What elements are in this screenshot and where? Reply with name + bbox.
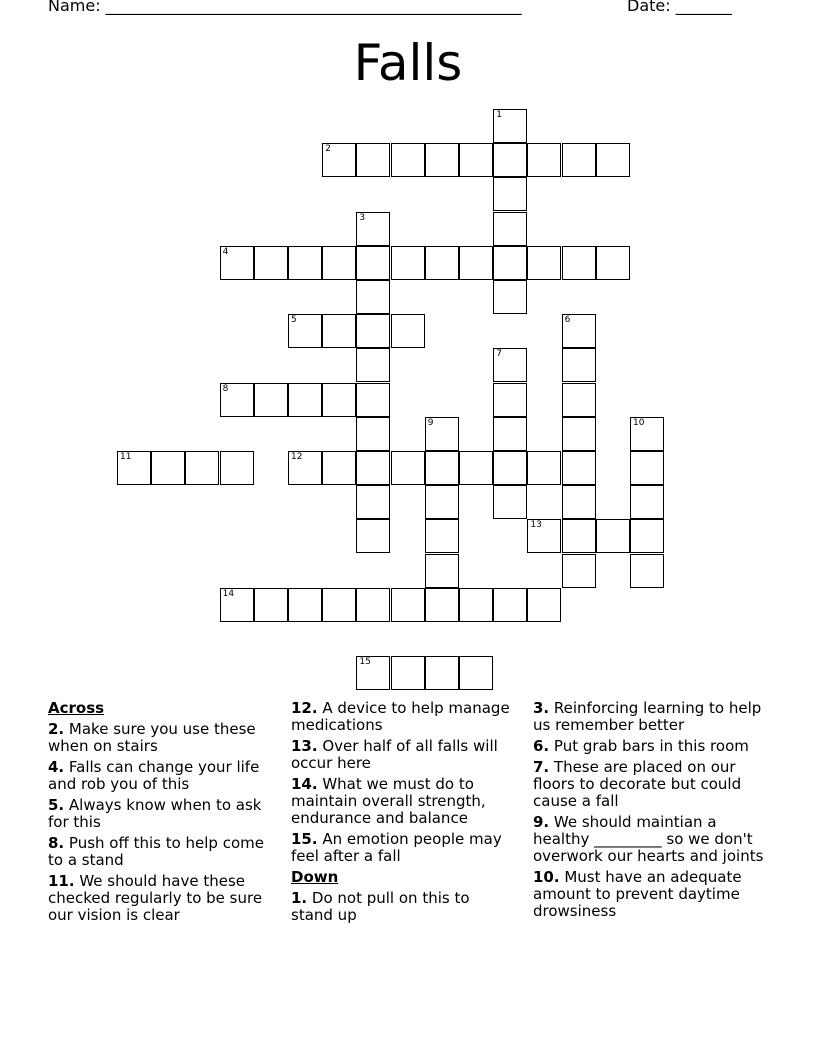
crossword-cell[interactable]: [356, 348, 390, 382]
clue-text: What we must do to maintain overall strength, endurance and balance: [291, 775, 486, 827]
crossword-cell[interactable]: [322, 451, 356, 485]
crossword-cell[interactable]: [596, 519, 630, 553]
across-clue: [291, 831, 516, 865]
crossword-cell[interactable]: [527, 246, 561, 280]
crossword-cell[interactable]: [425, 417, 459, 451]
crossword-cell[interactable]: [220, 246, 254, 280]
across-clue: [48, 835, 273, 869]
crossword-cell[interactable]: [425, 554, 459, 588]
crossword-cell[interactable]: [288, 383, 322, 417]
crossword-cell[interactable]: [493, 383, 527, 417]
down-clue: [533, 738, 768, 755]
crossword-cell[interactable]: [493, 451, 527, 485]
across-clue: [48, 797, 273, 831]
crossword-cell[interactable]: [562, 417, 596, 451]
crossword-cell[interactable]: [630, 519, 664, 553]
crossword-cell[interactable]: [425, 519, 459, 553]
clues-column-1: [48, 700, 273, 928]
crossword-cell[interactable]: [459, 246, 493, 280]
down-clue: [533, 869, 768, 920]
crossword-cell[interactable]: [391, 246, 425, 280]
crossword-cell[interactable]: [425, 246, 459, 280]
clue-number: 13.: [291, 737, 318, 755]
crossword-cell[interactable]: [254, 246, 288, 280]
down-clue: [533, 814, 768, 865]
crossword-cell[interactable]: [562, 143, 596, 177]
clue-number: 3.: [533, 699, 550, 717]
across-clue: [291, 776, 516, 827]
clue-text: These are placed on our floors to decorate but could cause a fall: [533, 758, 742, 810]
cell-number: 6: [564, 315, 571, 326]
cell-number: 9: [427, 417, 434, 428]
crossword-cell[interactable]: [288, 451, 322, 485]
crossword-cell[interactable]: [254, 588, 288, 622]
clue-number: 12.: [291, 699, 318, 717]
across-clue: [48, 759, 273, 793]
down-clue: [533, 759, 768, 810]
clue-text: Must have an adequate amount to prevent daytime drowsiness: [533, 868, 742, 920]
clue-number: 11.: [48, 872, 75, 890]
crossword-cell[interactable]: [562, 451, 596, 485]
crossword-cell[interactable]: [322, 588, 356, 622]
clue-text: Over half of all falls will occur here: [291, 737, 498, 772]
crossword-cell[interactable]: [391, 656, 425, 690]
crossword-cell[interactable]: [322, 314, 356, 348]
crossword-cell[interactable]: [356, 246, 390, 280]
crossword-cell[interactable]: [459, 656, 493, 690]
crossword-cell[interactable]: [151, 451, 185, 485]
crossword-cell[interactable]: [220, 588, 254, 622]
crossword-cell[interactable]: [356, 383, 390, 417]
cell-number: 12: [291, 452, 303, 462]
clue-number: 15.: [291, 830, 318, 848]
crossword-cell[interactable]: [630, 485, 664, 519]
crossword-cell[interactable]: [493, 417, 527, 451]
crossword-cell[interactable]: [288, 314, 322, 348]
crossword-cell[interactable]: [562, 554, 596, 588]
name-field-label: Name: ____________________________________________________: [48, 0, 522, 15]
crossword-cell[interactable]: [562, 519, 596, 553]
across-heading: Across: [48, 699, 105, 717]
crossword-cell[interactable]: [356, 451, 390, 485]
clue-number: 5.: [48, 796, 65, 814]
crossword-cell[interactable]: [459, 588, 493, 622]
crossword-cell[interactable]: [391, 451, 425, 485]
crossword-cell[interactable]: [356, 280, 390, 314]
clue-text: Make sure you use these when on stairs: [48, 720, 256, 755]
down-clue: [533, 700, 768, 734]
crossword-cell[interactable]: [527, 143, 561, 177]
crossword-cell[interactable]: [220, 383, 254, 417]
cell-number: 3: [359, 212, 366, 223]
clue-number: 4.: [48, 758, 65, 776]
down-heading: Down: [291, 868, 339, 886]
crossword-cell[interactable]: [425, 451, 459, 485]
clue-text: We should have these checked regularly to be sure our vision is clear: [48, 872, 263, 924]
crossword-cell[interactable]: [356, 485, 390, 519]
crossword-cell[interactable]: [630, 554, 664, 588]
down-clue: [291, 890, 516, 924]
clue-number: 10.: [533, 868, 560, 886]
crossword-cell[interactable]: [562, 485, 596, 519]
crossword-cell[interactable]: [493, 177, 527, 211]
crossword-cell[interactable]: [356, 212, 390, 246]
clue-text: Do not pull on this to stand up: [291, 889, 470, 924]
cell-number: 2: [325, 144, 331, 155]
crossword-cell[interactable]: [493, 246, 527, 280]
clue-text: Falls can change your life and rob you of this: [48, 758, 260, 793]
crossword-cell[interactable]: [493, 485, 527, 519]
crossword-cell[interactable]: [527, 519, 561, 553]
crossword-cell[interactable]: [425, 485, 459, 519]
crossword-cell[interactable]: [596, 143, 630, 177]
clue-number: 1.: [291, 889, 308, 907]
clue-text: We should maintian a healthy _________ so we don't overwork our hearts and joints: [533, 813, 764, 865]
crossword-cell[interactable]: [322, 246, 356, 280]
crossword-cell[interactable]: [630, 451, 664, 485]
crossword-cell[interactable]: [493, 588, 527, 622]
crossword-cell[interactable]: [356, 588, 390, 622]
crossword-cell[interactable]: [288, 246, 322, 280]
clue-number: 7.: [533, 758, 550, 776]
crossword-cell[interactable]: [391, 143, 425, 177]
crossword-cell[interactable]: [562, 314, 596, 348]
crossword-cell[interactable]: [630, 417, 664, 451]
crossword-cell[interactable]: [562, 246, 596, 280]
clues-column-3: [533, 700, 768, 924]
clue-text: Always know when to ask for this: [48, 796, 262, 831]
crossword-cell[interactable]: [562, 383, 596, 417]
cell-number: 13: [530, 520, 542, 531]
across-clue: [291, 700, 516, 734]
crossword-cell[interactable]: [425, 656, 459, 690]
clue-number: 6.: [533, 737, 550, 755]
cell-number: 5: [291, 315, 297, 326]
crossword-cell[interactable]: [356, 143, 390, 177]
crossword-cell[interactable]: [117, 451, 151, 485]
crossword-cell[interactable]: [527, 588, 561, 622]
crossword-cell[interactable]: [493, 348, 527, 382]
crossword-cell[interactable]: [356, 314, 390, 348]
crossword-cell[interactable]: [493, 143, 527, 177]
clue-text: Reinforcing learning to help us remember better: [533, 699, 762, 734]
clue-number: 9.: [533, 813, 550, 831]
clue-number: 14.: [291, 775, 318, 793]
clue-text: Put grab bars in this room: [549, 737, 749, 755]
crossword-cell[interactable]: [288, 588, 322, 622]
cell-number: 15: [359, 657, 371, 668]
clue-text: A device to help manage medications: [291, 699, 510, 734]
clue-text: An emotion people may feel after a fall: [291, 830, 502, 865]
clues-column-2: [291, 700, 516, 928]
cell-number: 10: [633, 417, 645, 428]
crossword-cell[interactable]: [391, 314, 425, 348]
page-title: Falls: [353, 34, 463, 92]
date-field-label: Date: _______: [627, 0, 732, 15]
crossword-cell[interactable]: [459, 451, 493, 485]
crossword-cell[interactable]: [322, 143, 356, 177]
across-clue: [48, 721, 273, 755]
crossword-cell[interactable]: [562, 348, 596, 382]
crossword-cell[interactable]: [220, 451, 254, 485]
clue-number: 8.: [48, 834, 65, 852]
crossword-cell[interactable]: [356, 656, 390, 690]
cell-number: 14: [222, 588, 235, 599]
across-clue: [291, 738, 516, 772]
cell-number: 7: [496, 349, 502, 360]
clue-text: Push off this to help come to a stand: [48, 834, 264, 869]
across-clue: [48, 873, 273, 924]
crossword-cell[interactable]: [425, 143, 459, 177]
crossword-cell[interactable]: [459, 143, 493, 177]
crossword-cell[interactable]: [425, 588, 459, 622]
crossword-cell[interactable]: [493, 109, 527, 143]
clue-number: 2.: [48, 720, 65, 738]
crossword-cell[interactable]: [356, 417, 390, 451]
cell-number: 4: [222, 246, 229, 257]
crossword-cell[interactable]: [527, 451, 561, 485]
crossword-cell[interactable]: [493, 280, 527, 314]
crossword-cell[interactable]: [493, 212, 527, 246]
cell-number: 1: [496, 110, 502, 120]
crossword-cell[interactable]: [322, 383, 356, 417]
crossword-cell[interactable]: [185, 451, 219, 485]
cell-number: 8: [222, 383, 229, 394]
crossword-cell[interactable]: [254, 383, 288, 417]
crossword-cell[interactable]: [596, 246, 630, 280]
cell-number: 11: [120, 452, 132, 462]
crossword-cell[interactable]: [391, 588, 425, 622]
crossword-cell[interactable]: [356, 519, 390, 553]
